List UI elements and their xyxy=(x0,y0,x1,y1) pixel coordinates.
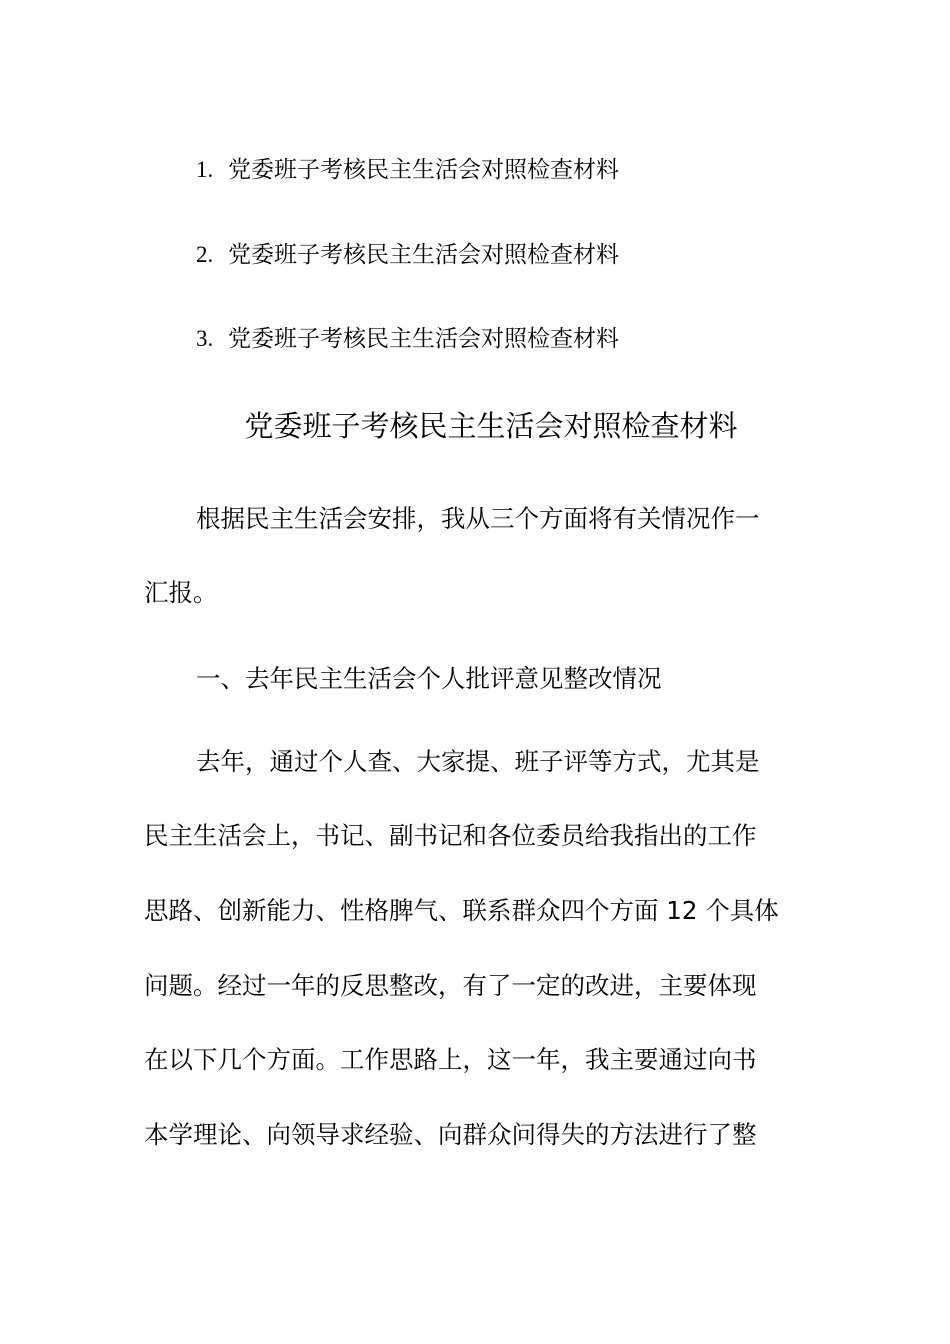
document-title: 党委班子考核民主生活会对照检查材料 xyxy=(244,409,738,443)
toc-number: 1. xyxy=(196,157,214,182)
toc-number: 3. xyxy=(196,326,214,351)
toc-number: 2. xyxy=(196,242,214,267)
paragraph-line: 根据民主生活会安排，我从三个方面将有关情况作一 xyxy=(196,504,760,533)
paragraph-line: 本学理论、向领导求经验、向群众问得失的方法进行了整 xyxy=(144,1120,757,1149)
section-heading: 一、去年民主生活会个人批评意见整改情况 xyxy=(196,664,662,693)
paragraph-line: 问题。经过一年的反思整改，有了一定的改进，主要体现 xyxy=(144,971,757,1000)
toc-item xyxy=(196,155,619,185)
paragraph-line: 民主生活会上，书记、副书记和各位委员给我指出的工作 xyxy=(144,821,757,850)
toc-item xyxy=(196,324,619,354)
toc-text: 党委班子考核民主生活会对照检查材料 xyxy=(228,326,619,352)
toc-item xyxy=(196,240,619,270)
paragraph-line: 去年，通过个人查、大家提、班子评等方式，尤其是 xyxy=(196,747,760,776)
paragraph-line: 在以下几个方面。工作思路上，这一年，我主要通过向书 xyxy=(144,1045,757,1074)
paragraph-line: 汇报。 xyxy=(144,578,218,607)
paragraph-line: 思路、创新能力、性格脾气、联系群众四个方面 12 个具体 xyxy=(144,896,779,925)
toc-text: 党委班子考核民主生活会对照检查材料 xyxy=(228,157,619,183)
toc-text: 党委班子考核民主生活会对照检查材料 xyxy=(228,242,619,268)
